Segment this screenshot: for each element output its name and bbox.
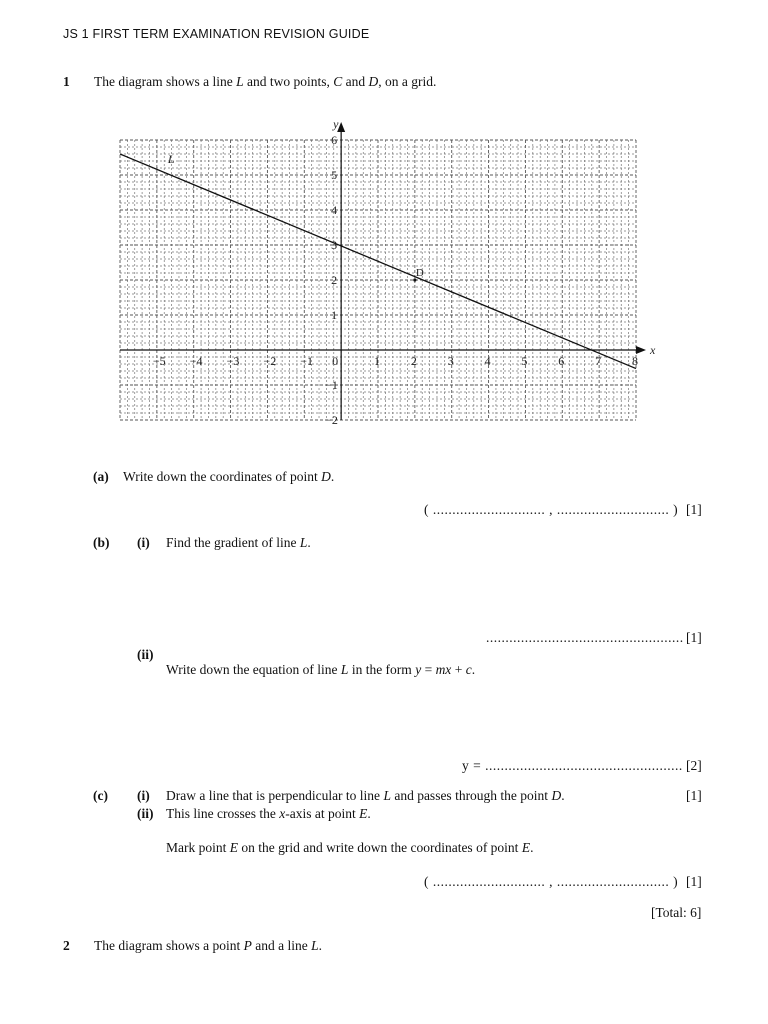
part-c-ii-instruction: Mark point E on the grid and write down the coordinates of point E. — [166, 840, 534, 855]
grid-lines — [120, 140, 636, 420]
part-b-ii-text: Write down the equation of line L in the form y = mx + c. — [166, 662, 476, 677]
part-b-ii-answer-field[interactable]: y = ................................................... — [462, 758, 683, 773]
x-axis-arrow-icon — [636, 346, 646, 354]
x-tick-label: 4 — [484, 354, 491, 368]
y-tick-label: 1 — [331, 308, 338, 322]
question-1-intro: The diagram shows a line L and two points, C and D, on a grid. — [94, 74, 437, 89]
x-tick-label: −1 — [300, 354, 314, 368]
x-tick-label: 7 — [595, 354, 602, 368]
x-tick-label: −3 — [226, 354, 240, 368]
x-tick-label: 8 — [632, 354, 638, 368]
part-b-ii-label: (ii) — [137, 647, 154, 662]
y-axis-label: y — [333, 117, 339, 131]
part-b-ii-marks: [2] — [686, 758, 702, 773]
x-tick-label: 3 — [447, 354, 454, 368]
part-b-i-answer-field[interactable]: ................................................... — [486, 630, 684, 645]
x-tick-label: 5 — [521, 354, 528, 368]
y-tick-label: −1 — [325, 378, 338, 392]
x-tick-label: 0 — [332, 354, 339, 368]
part-c-label: (c) — [93, 788, 108, 803]
question-number-1: 1 — [63, 74, 70, 89]
part-c-ii-marks: [1] — [686, 874, 702, 889]
part-b-i-marks: [1] — [686, 630, 702, 645]
part-b-i-label: (i) — [137, 535, 150, 550]
axes — [120, 122, 646, 420]
part-a-label: (a) — [93, 469, 109, 484]
question-1-total: [Total: 6] — [651, 905, 702, 920]
part-a-marks: [1] — [686, 502, 702, 517]
question-number-2: 2 — [63, 938, 70, 953]
y-tick-label: 6 — [331, 133, 338, 147]
part-c-ii-text: This line crosses the x-axis at point E. — [166, 806, 371, 821]
y-tick-label: 2 — [331, 273, 338, 287]
x-tick-label: 1 — [374, 354, 380, 368]
part-a-answer-field[interactable]: ( ............................. , ............................. ) — [424, 502, 679, 517]
part-a-text: Write down the coordinates of point D. — [123, 469, 335, 484]
part-b-i-text: Find the gradient of line L. — [166, 535, 311, 550]
x-tick-label: −4 — [189, 354, 203, 368]
question-2-intro: The diagram shows a point P and a line L. — [94, 938, 322, 953]
part-c-i-label: (i) — [137, 788, 150, 803]
x-axis-label: x — [650, 343, 656, 357]
x-tick-label: 6 — [558, 354, 565, 368]
page-header: JS 1 FIRST TERM EXAMINATION REVISION GUIDE — [63, 27, 370, 41]
part-b-label: (b) — [93, 535, 110, 550]
line-L-label: L — [167, 151, 175, 166]
coordinate-grid[interactable] — [118, 118, 654, 448]
x-tick-label: 2 — [410, 354, 417, 368]
y-tick-label: 3 — [331, 238, 338, 252]
y-tick-label: −2 — [325, 413, 338, 427]
part-c-i-text: Draw a line that is perpendicular to line L and passes through the point D. — [166, 788, 565, 803]
y-tick-label: 5 — [331, 168, 338, 182]
x-tick-label: −2 — [263, 354, 277, 368]
x-tick-label: −5 — [152, 354, 166, 368]
part-c-ii-label: (ii) — [137, 806, 154, 821]
point-D-label: D — [415, 267, 424, 279]
part-c-i-marks: [1] — [686, 788, 702, 803]
y-tick-label: 4 — [331, 203, 338, 217]
part-c-ii-answer-field[interactable]: ( ............................. , ............................. ) — [424, 874, 679, 889]
